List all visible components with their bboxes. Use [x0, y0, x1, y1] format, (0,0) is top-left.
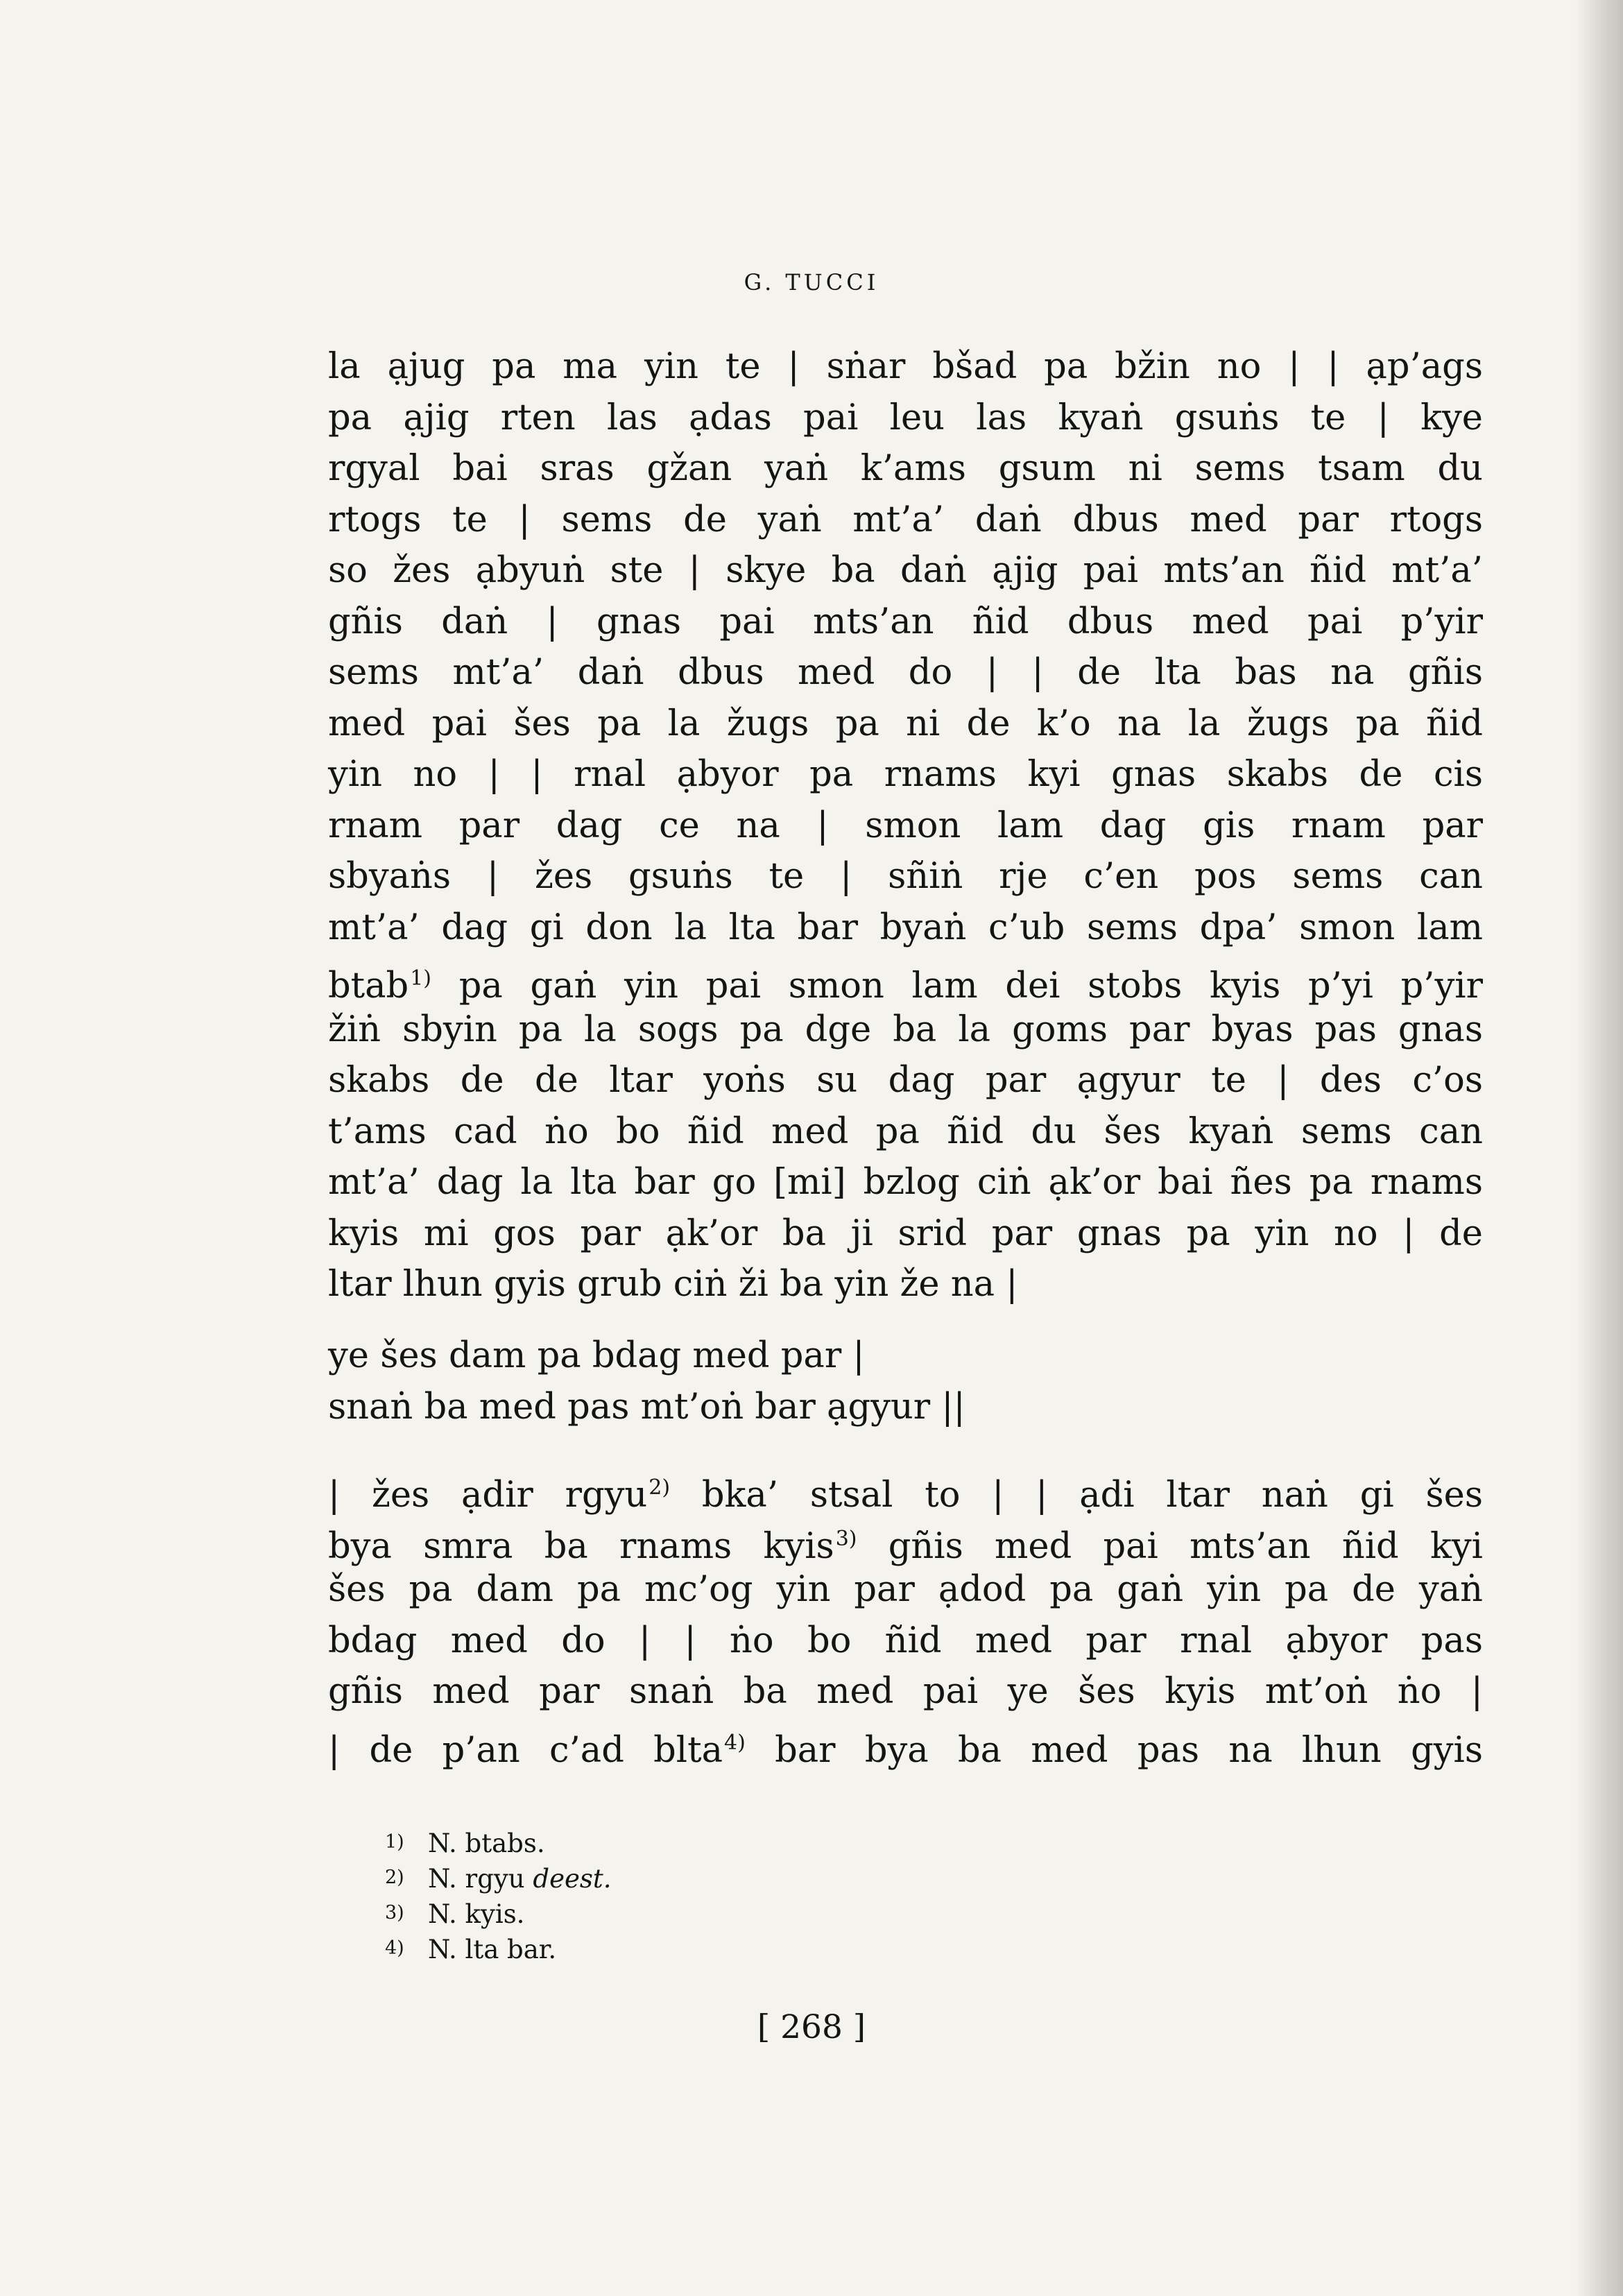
inline-text: bya smra ba rnams kyis — [328, 1525, 834, 1567]
text-line: la ạjug pa ma yin te | sṅar bšad pa bžin no | | ạp’ags — [328, 346, 1483, 387]
footnote-mark-4: 4) — [724, 1730, 746, 1755]
inline-text: | de p’an c’ad blta — [328, 1729, 723, 1771]
footnote-mark-2: 2) — [649, 1475, 671, 1500]
footnote-mark-3: 3) — [835, 1526, 857, 1551]
text-line-with-note — [328, 953, 1483, 1004]
text-line: pa ạjig rten las ạdas pai leu las kyaṅ gsuṅs te | kye — [328, 397, 1483, 438]
footnote — [385, 1824, 1009, 1860]
text-line: rnam par dag ce na | smon lam dag gis rnam par — [328, 805, 1483, 846]
text-line-with-note — [328, 1462, 1483, 1514]
footnote-text-italic: deest. — [533, 1864, 612, 1894]
inline-text: pa gaṅ yin pai smon lam dei stobs kyis p’yi p’yir — [458, 966, 1483, 1006]
text-line: rgyal bai sras gžan yaṅ k’ams gsum ni sems tsam du — [328, 448, 1483, 489]
footnote-text: N. lta bar. — [428, 1935, 557, 1964]
footnote — [385, 1895, 1009, 1930]
text-line: gñis daṅ | gnas pai mts’an ñid dbus med pai p’yir — [328, 601, 1483, 642]
text-line: med pai šes pa la žugs pa ni de k’o na la žugs pa ñid — [328, 703, 1483, 744]
footnote-text: N. btabs. — [428, 1828, 545, 1858]
text-line-with-note — [328, 1717, 1483, 1769]
text-line: gñis med par snaṅ ba med pai ye šes kyis mt’oṅ ṅo | — [328, 1671, 1483, 1712]
text-line: ltar lhun gyis grub ciṅ ži ba yin že na | — [328, 1264, 1018, 1305]
footnotes — [385, 1824, 1009, 1966]
footnote-number: 2) — [385, 1867, 404, 1888]
text-line-with-note — [328, 1514, 1483, 1565]
inline-text: | žes ạdir rgyu — [328, 1475, 648, 1516]
text-line: šes pa dam pa mc’og yin par ạdod pa gaṅ yin pa de yaṅ — [328, 1569, 1483, 1610]
inline-text: bar bya ba med pas na lhun gyis — [745, 1729, 1484, 1771]
footnote-text: N. kyis. — [428, 1899, 525, 1929]
text-line: sems mt’a’ daṅ dbus med do | | de lta bas na gñis — [328, 652, 1483, 693]
verse-line: ye šes dam pa bdag med par | — [328, 1335, 865, 1376]
text-line: bdag med do | | ṅo bo ñid med par rnal ạbyor pas — [328, 1620, 1483, 1661]
running-head: G. TUCCI — [744, 269, 879, 295]
text-line: skabs de de ltar yoṅs su dag par ạgyur te | des c’os — [328, 1060, 1483, 1101]
text-line: žiṅ sbyin pa la sogs pa dge ba la goms par byas pas gnas — [328, 1009, 1483, 1050]
text-line: yin no | | rnal ạbyor pa rnams kyi gnas skabs de cis — [328, 754, 1483, 795]
inline-text: btab — [328, 966, 409, 1006]
footnote-number: 4) — [385, 1937, 404, 1959]
text-line: so žes ạbyuṅ ste | skye ba daṅ ạjig pai mts’an ñid mt’a’ — [328, 550, 1483, 591]
second-paragraph — [328, 1462, 1484, 1771]
text-line: t’ams cad ṅo bo ñid med pa ñid du šes kyaṅ sems can — [328, 1111, 1483, 1152]
verse — [328, 1330, 1160, 1432]
footnote-mark-1: 1) — [410, 966, 431, 991]
footnote-number: 1) — [385, 1831, 404, 1853]
inline-text: bka’ stsal to | | ạdi ltar naṅ gi šes — [670, 1475, 1483, 1516]
text-line: kyis mi gos par ạk’or ba ji srid par gnas pa yin no | de — [328, 1213, 1483, 1254]
text-line: sbyaṅs | žes gsuṅs te | sñiṅ rje c’en pos sems can — [328, 856, 1483, 897]
footnote — [385, 1930, 1009, 1966]
page-edge-shadow — [1574, 0, 1623, 2296]
text-line: rtogs te | sems de yaṅ mt’a’ daṅ dbus med par rtogs — [328, 499, 1483, 540]
verse-line: snaṅ ba med pas mt’oṅ bar ạgyur || — [328, 1386, 965, 1428]
inline-text: gñis med pai mts’an ñid kyi — [857, 1525, 1483, 1567]
footnote-number: 3) — [385, 1902, 404, 1924]
text-line: mt’a’ dag la lta bar go [mi] bzlog ciṅ ạk’or bai ñes pa rnams — [328, 1162, 1483, 1203]
page-number: [ 268 ] — [757, 2008, 866, 2046]
footnote-text: N. rgyu — [428, 1864, 533, 1894]
main-paragraph — [328, 341, 1483, 1310]
footnote — [385, 1860, 1009, 1895]
text-line: mt’a’ dag gi don la lta bar byaṅ c’ub sems dpa’ smon lam — [328, 907, 1483, 948]
